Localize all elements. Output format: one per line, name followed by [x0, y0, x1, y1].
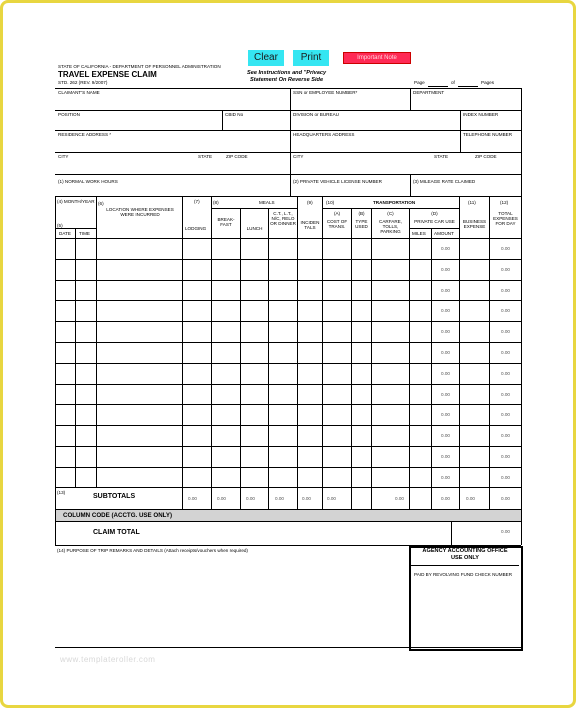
subtotal-value: 0.00 [501, 496, 510, 501]
vehicle-license-field[interactable]: (2) PRIVATE VEHICLE LICENSE NUMBER [293, 179, 382, 184]
table-row-line [55, 425, 521, 426]
total-day-value: 0.00 [501, 246, 510, 251]
agency-title [411, 548, 519, 562]
telephone-field[interactable]: TELEPHONE NUMBER [463, 132, 513, 137]
dinner-header: C.T., L.T., N/C, RELO OR DINNER [270, 211, 296, 226]
col-6-number: (6) [98, 201, 104, 206]
month-year-header: (4) MONTH/YEAR [57, 199, 95, 204]
column-code-label: COLUMN CODE (ACCTG. USE ONLY) [63, 512, 173, 519]
division-field[interactable]: DIVISION or BUREAU [293, 112, 339, 117]
table-row-line [55, 300, 521, 301]
miles-header: MILES [412, 231, 426, 236]
col-10-number: (10) [326, 200, 335, 205]
private-car-amount-value: 0.00 [441, 287, 450, 293]
cbid-field[interactable]: CBID No [225, 112, 244, 117]
page-label: Page [414, 80, 425, 85]
work-hours-field[interactable]: (1) NORMAL WORK HOURS [58, 179, 118, 184]
incidentals-header: INCIDEN TALS [300, 220, 320, 230]
private-car-amount-value: 0.00 [441, 412, 450, 418]
page-number-field[interactable] [428, 86, 448, 87]
agency-title-line-2: USE ONLY [450, 555, 480, 561]
table-row-line [55, 404, 521, 405]
hq-city-field[interactable]: CITY [293, 154, 304, 159]
total-day-value: 0.00 [501, 391, 510, 397]
total-day-value: 0.00 [501, 308, 510, 314]
business-expense-header: BUSINESS EXPENSE [462, 219, 487, 229]
ssn-field[interactable]: SSN or EMPLOYEE NUMBER* [293, 90, 358, 95]
subtotal-value: 0.00 [275, 496, 284, 501]
hq-state-field[interactable]: STATE [434, 154, 449, 159]
page-count-field[interactable] [458, 86, 478, 87]
agency-title-line-1: AGENCY ACCOUNTING OFFICE [422, 548, 508, 554]
meals-header: MEALS [259, 200, 275, 205]
location-header: LOCATION WHERE EXPENSES WERE INCURRED [106, 207, 174, 217]
total-day-value: 0.00 [501, 350, 510, 355]
col-12-number: (12) [500, 200, 509, 205]
private-car-header: PRIVATE CAR USE [414, 219, 455, 224]
subtotal-value: 0.00 [302, 496, 311, 501]
department-heading: STATE OF CALIFORNIA - DEPARTMENT OF PERSONNEL ADMINISTRATION [58, 64, 221, 69]
table-row-line [55, 280, 521, 281]
total-day-value: 0.00 [501, 433, 510, 439]
total-day-value: 0.00 [501, 412, 510, 418]
col-5-number: (5) [57, 223, 63, 228]
table-row-line [55, 467, 521, 468]
claim-total-value: 0.00 [501, 529, 510, 534]
subtotal-value: 0.00 [246, 496, 255, 501]
pages-label: Pages [481, 80, 495, 85]
private-car-amount-value: 0.00 [441, 454, 450, 459]
revolving-fund-label[interactable]: PAID BY REVOLVING FUND CHECK NUMBER [414, 572, 513, 577]
table-row-line [55, 363, 521, 364]
cost-of-trans-header: COST OF TRANS. [326, 219, 348, 229]
important-note-button[interactable]: Important Note [343, 52, 411, 64]
private-car-amount-value: 0.00 [441, 329, 450, 335]
table-row-line [55, 384, 521, 385]
lodging-header: LODGING [185, 226, 207, 231]
purpose-label[interactable]: (14) PURPOSE OF TRIP REMARKS AND DETAILS (Attach receipts/vouchers when required) [57, 548, 248, 553]
col-7-number: (7) [194, 199, 200, 204]
of-label: of [451, 80, 455, 85]
city-field[interactable]: CITY [58, 154, 69, 159]
instructions-line-2: Statement On Reverse Side [250, 77, 324, 83]
state-field[interactable]: STATE [198, 154, 213, 159]
amount-header: AMOUNT [434, 231, 454, 236]
table-row-line [55, 321, 521, 322]
col-b-label: (B) [358, 211, 365, 216]
total-day-value: 0.00 [501, 474, 510, 480]
claimant-name-field[interactable]: CLAIMANT'S NAME [58, 90, 100, 95]
total-day-value: 0.00 [501, 287, 510, 293]
col-a-label: (A) [333, 211, 341, 216]
subtotal-value: 0.00 [327, 496, 336, 501]
subtotals-label: SUBTOTALS [93, 493, 136, 500]
total-day-value: 0.00 [501, 266, 510, 272]
private-car-amount-value: 0.00 [441, 433, 450, 439]
claim-total-label: CLAIM TOTAL [93, 529, 140, 536]
table-row-line [55, 342, 521, 343]
subtotal-value: 0.00 [217, 496, 226, 501]
subtotal-value: 0.00 [395, 496, 404, 501]
total-day-value: 0.00 [501, 454, 510, 459]
department-field[interactable]: DEPARTMENT [413, 90, 445, 95]
transportation-header: TRANSPORTATION [373, 200, 416, 205]
residence-address-field[interactable]: RESIDENCE ADDRESS * [58, 132, 112, 137]
total-day-value: 0.00 [501, 329, 510, 335]
subtotal-value: 0.00 [188, 496, 197, 501]
clear-button[interactable]: Clear [248, 50, 284, 66]
time-header: TIME [79, 231, 90, 236]
form-number: STD. 262 (REV. 9/2007) [58, 80, 108, 85]
hq-zip-field[interactable]: ZIP CODE [475, 154, 497, 159]
position-field[interactable]: POSITION [58, 112, 80, 117]
subtotal-value: 0.00 [441, 496, 450, 501]
type-used-header: TYPE USED [355, 219, 368, 229]
zip-field[interactable]: ZIP CODE [226, 154, 248, 159]
instructions-line-1: See Instructions and "Privacy [247, 70, 327, 76]
watermark: www.templateroller.com [60, 655, 156, 664]
private-car-amount-value: 0.00 [441, 350, 450, 355]
table-row-line [55, 259, 521, 260]
index-number-field[interactable]: INDEX NUMBER [463, 112, 499, 117]
carfare-header: CARFARE, TOLLS, PARKING [379, 219, 402, 234]
subtotal-value: 0.00 [466, 496, 475, 501]
private-car-amount-value: 0.00 [441, 246, 450, 251]
lunch-header: LUNCH [246, 226, 263, 231]
headquarters-address-field[interactable]: HEADQUARTERS ADDRESS [293, 132, 355, 137]
col-9-number: (9) [307, 200, 313, 205]
total-day-header: TOTAL EXPENSES FOR DAY [493, 211, 518, 226]
print-button[interactable]: Print [293, 50, 329, 66]
total-day-value: 0.00 [501, 370, 510, 376]
date-header: DATE [59, 231, 71, 236]
private-car-amount-value: 0.00 [441, 266, 450, 272]
private-car-amount-value: 0.00 [441, 391, 450, 397]
private-car-amount-value: 0.00 [441, 308, 450, 314]
form-title: TRAVEL EXPENSE CLAIM [58, 70, 157, 79]
col-13-number: (13) [57, 490, 66, 495]
table-row-line [55, 446, 521, 447]
private-car-amount-value: 0.00 [441, 370, 450, 376]
col-11-number: (11) [468, 200, 476, 205]
col-c-label: (C) [387, 211, 394, 216]
private-car-amount-value: 0.00 [441, 474, 450, 480]
breakfast-header: BREAK- FAST [217, 217, 235, 227]
col-d-label: (D) [431, 211, 438, 216]
col-8-number: (8) [213, 200, 219, 205]
mileage-rate-field[interactable]: (3) MILEAGE RATE CLAIMED [413, 179, 476, 184]
